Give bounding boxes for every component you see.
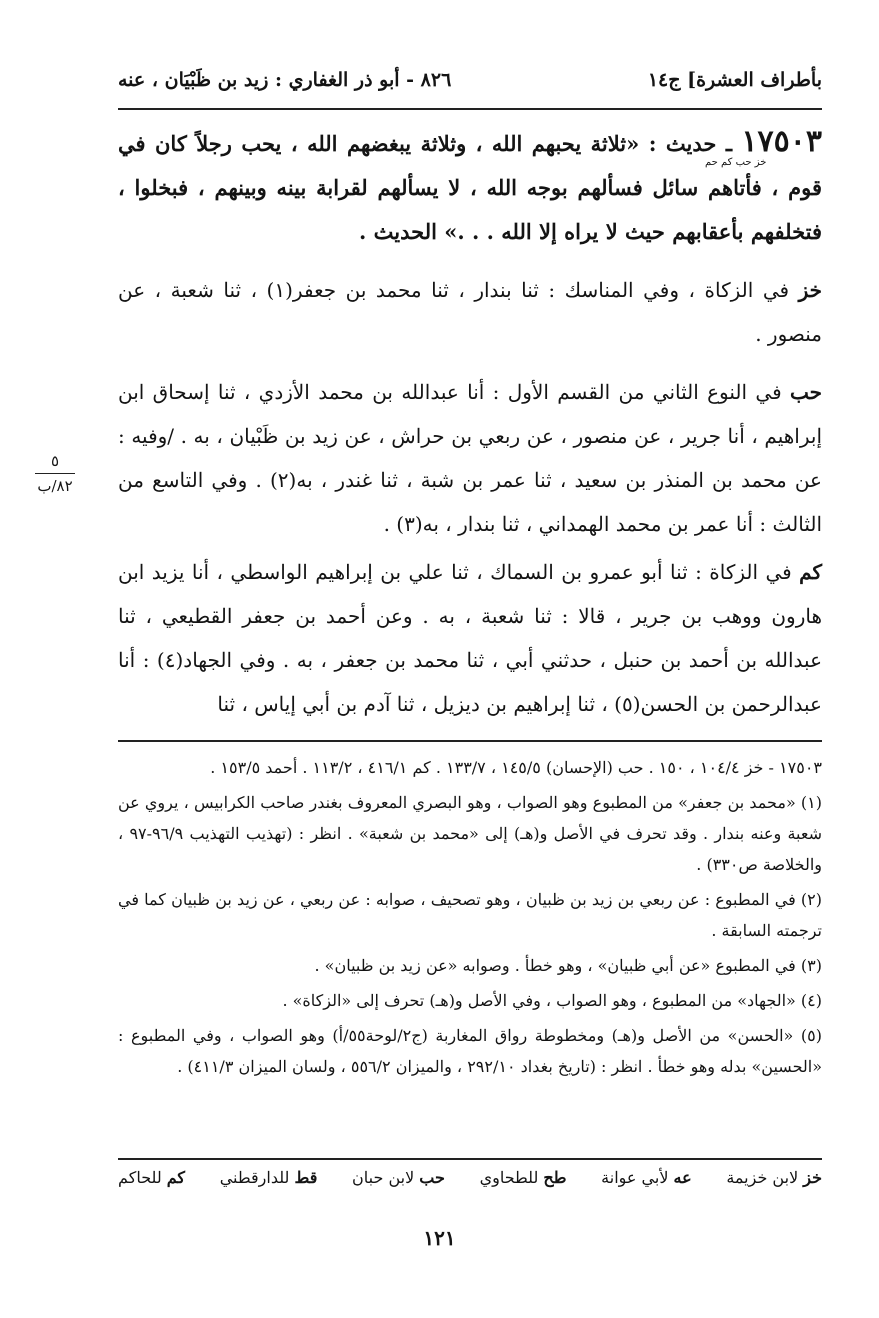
legend-name: لأبي عوانة xyxy=(601,1168,669,1187)
footnote-1: (١) «محمد بن جعفر» من المطبوع وهو الصواب ، وهو البصري المعروف بغندر صاحب الكرابيس ، يروي عن شعبة وعنه بندار . وقد تحرف في الأصل و(هـ) إلى «محمد بن شعبة» . انظر : (تهذيب التهذيب ٩٦/٩-٩٧ ، والخلاصة ص٣٣٠) . xyxy=(118,793,823,874)
header-divider xyxy=(118,108,822,110)
legend-item xyxy=(118,1168,185,1187)
legend-abbr: عه xyxy=(673,1168,692,1187)
legend-name: للدارقطني xyxy=(219,1168,290,1187)
legend-name: لابن حبان xyxy=(352,1168,415,1187)
source-abbr: حب xyxy=(789,380,822,404)
paragraph-text: في الزكاة : ثنا أبو عمرو بن السماك ، ثنا علي بن إبراهيم الواسطي ، أنا يزيد ابن هارون ووهب بن جرير ، قالا : ثنا شعبة ، به . وعن أحمد بن جعفر القطيعي ، ثنا عبدالله بن أحمد بن حنبل ، حدثني أبي ، ثنا محمد بن جعفر ، به . وفي الجهاد(٤) : أنا عبدالرحمن بن الحسن(٥) ، ثنا إبراهيم بن ديزيل ، ثنا آدم بن أبي إياس ، ثنا xyxy=(118,560,823,716)
paragraph-text: في النوع الثاني من القسم الأول : أنا عبدالله بن محمد الأزدي ، ثنا إسحاق ابن إبراهيم ، أنا جرير ، عن منصور ، عن ربعي بن حراش ، عن زيد بن ظَبْيان ، به . /وفيه : عن محمد بن المنذر بن سعيد ، ثنا عمر بن شبة ، ثنا غندر ، به(٢) . وفي التاسع من الثالث : أنا عمر بن محمد الهمداني ، ثنا بندار ، به(٣) . xyxy=(118,380,822,536)
paragraph-text: في الزكاة ، وفي المناسك : ثنا بندار ، ثنا محمد بن جعفر(١) ، ثنا شعبة ، عن منصور . xyxy=(118,278,822,346)
footnote-3: (٣) في المطبوع «عن أبي ظبيان» ، وهو خطأ . وصوابه «عن زيد بن ظبيان» . xyxy=(314,956,822,975)
margin-folio-note xyxy=(25,452,85,495)
hadith-sigla: خز حب كم حم xyxy=(705,157,767,168)
footnote-2: (٢) في المطبوع : عن ربعي بن زيد بن ظبيان ، وهو تصحيف ، صوابه : عن ربعي ، عن زيد بن ظبيان كما في ترجمته السابقة . xyxy=(118,890,822,940)
hadith-text: ـ حديث : «ثلاثة يحبهم الله ، وثلاثة يبغضهم الله ، يحب رجلاً كان في قوم ، فأتاهم سائل فسألهم بوجه الله ، لا يسألهم لقرابة بينه وبينهم ، فبخلوا ، فتخلفهم بأعقابهم حيث لا يراه إلا الله . . .» الحديث . xyxy=(118,131,822,244)
legend-name: للحاكم xyxy=(118,1168,162,1187)
legend-item xyxy=(480,1168,567,1187)
hadith-block xyxy=(118,120,822,254)
legend-abbr: خز xyxy=(803,1168,822,1187)
page-number: ١٢١ xyxy=(423,1226,456,1250)
margin-divider xyxy=(35,473,75,474)
paragraph-khuzayma xyxy=(118,268,822,356)
legend-item xyxy=(352,1168,445,1187)
legend-name: للطحاوي xyxy=(479,1168,539,1187)
margin-number: ٥ xyxy=(50,452,60,470)
legend-item xyxy=(220,1168,318,1187)
footnote-sources: ١٧٥٠٣ - خز ١٠٤/٤ ، ١٥٠ . حب (الإحسان) ١٤٥/٥ ، ١٣٣/٧ . كم ٤١٦/١ ، ١١٣/٢ . أحمد ١٥٣/٥ . xyxy=(210,758,822,777)
legend-abbr: طح xyxy=(543,1168,567,1187)
footnote-divider xyxy=(118,740,822,742)
hadith-number: ١٧٥٠٣ xyxy=(741,124,822,159)
running-title: ٨٢٦ - أبو ذر الغفاري : زيد بن ظَبْيَان ، عنه xyxy=(118,69,452,91)
footnote-4: (٤) «الجهاد» من المطبوع ، وهو الصواب ، وفي الأصل و(هـ) تحرف إلى «الزكاة» . xyxy=(282,991,822,1010)
abbreviation-legend xyxy=(118,1168,822,1187)
paragraph-hakim xyxy=(118,550,822,726)
legend-item xyxy=(726,1168,822,1187)
paragraph-hibban xyxy=(118,370,822,546)
source-abbr: خز xyxy=(798,278,822,302)
source-abbr: كم xyxy=(799,560,822,584)
book-title: بأطراف العشرة] ج١٤ xyxy=(647,69,822,91)
legend-abbr: كم xyxy=(166,1168,186,1187)
legend-item xyxy=(601,1168,692,1187)
margin-folio: ٨٢/ب xyxy=(37,477,73,495)
footnotes xyxy=(118,752,822,1082)
running-header xyxy=(118,60,822,100)
footnote-5: (٥) «الحسن» من الأصل و(هـ) ومخطوطة رواق المغاربة (ج٢/لوحة٥٥/أ) وهو الصواب ، وفي المطبوع : «الحسين» بدله وهو خطأ . انظر : (تاريخ بغداد ٢٩٢/١٠ ، والميزان ٥٥٦/٢ ، ولسان الميزان ٤١١/٣) . xyxy=(118,1026,822,1076)
legend-abbr: قط xyxy=(294,1168,318,1187)
legend-abbr: حب xyxy=(419,1168,445,1187)
legend-divider xyxy=(118,1158,822,1160)
legend-name: لابن خزيمة xyxy=(726,1168,799,1187)
